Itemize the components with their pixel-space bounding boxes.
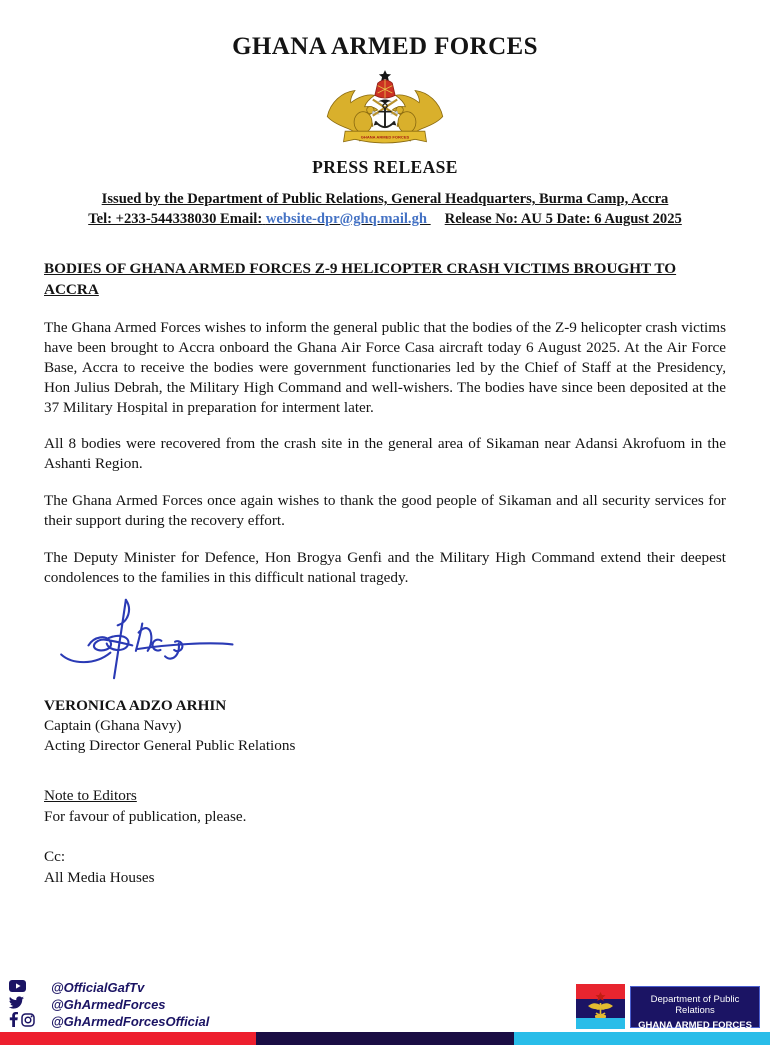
band-cyan-segment [514,1032,770,1045]
band-red-segment [0,1032,256,1045]
cc-label: Cc: [44,848,66,866]
twitter-icon [9,996,24,1012]
document-page [0,33,770,889]
note-label: Note to Editors [44,787,137,805]
signatory-name: VERONICA ADZO ARHIN [44,696,227,714]
org-title: GHANA ARMED FORCES [232,33,538,60]
signatory-rank: Captain (Ghana Navy) [44,716,182,734]
social-row-facebook-instagram[interactable] [9,1013,209,1029]
note-to-editors [44,786,726,827]
paragraph-3: The Ghana Armed Forces once again wishes to thank the good people of Sikaman and all security services for their support during the recovery effort. [44,492,726,530]
signatory-title: Acting Director General Public Relations [44,737,296,755]
signatory-block [44,696,726,756]
footer [0,975,770,1045]
paragraph-1: The Ghana Armed Forces wishes to inform the general public that the bodies of the Z-9 helicopter crash victims have been brought to Accra onboard the Ghana Air Force Casa aircraft today 6 August 2025. At the Air Force Base, Accra to receive the bodies were government functionaries led by the Chief of Staff at the Presidency, Hon Julius Debrah, the Military High Command and well-wishers. The bodies have since been deposited at the 37 Military Hospital in preparation for interment later. [44,318,726,416]
social-handles [9,978,209,1029]
handwritten-signature [50,598,726,680]
issued-line: Issued by the Department of Public Relations, General Headquarters, Burma Camp, Accra [101,191,669,207]
gaf-flag-logo [576,984,625,1029]
social-row-twitter[interactable] [9,996,209,1012]
paragraph-4: The Deputy Minister for Defence, Hon Brogya Genfi and the Military High Command extend their deepest condolences to the families in this difficult national tragedy. [44,549,726,586]
document-heading: BODIES OF GHANA ARMED FORCES Z-9 HELICOPTER CRASH VICTIMS BROUGHT TO ACCRA [44,260,677,298]
press-release-label: PRESS RELEASE [312,157,458,177]
footer-color-band [0,1032,770,1045]
crest-banner-text: GHANA ARMED FORCES [360,134,410,140]
band-navy-segment [256,1032,513,1045]
gaf-crest [44,64,726,152]
release-info: Release No: AU 5 Date: 6 August 2025 [444,211,682,227]
contact-line [44,211,726,228]
paragraph-2: All 8 bodies were recovered from the crash site in the general area of Sikaman near Adansi Akrofuom in the Ashanti Region. [44,435,726,473]
youtube-icon [9,980,26,995]
dpr-badge [630,986,760,1031]
instagram-icon [21,1013,35,1030]
dpr-line1: Department of Public Relations [650,993,740,1016]
gaf-crest-image [324,64,446,152]
twitter-handle: @GhArmedForces [51,996,166,1012]
press-release-document [0,33,770,1045]
footer-branding [576,984,760,1029]
dpr-line2: GHANA ARMED FORCES [638,1019,752,1031]
social-row-youtube[interactable] [9,979,209,995]
cc-block [44,846,726,889]
facebook-icon [9,1012,18,1030]
tel-email-label: Tel: +233-544338030 Email: [88,211,263,227]
note-text: For favour of publication, please. [44,807,247,825]
facebook-instagram-handle: @GhArmedForcesOfficial [51,1013,210,1029]
youtube-handle: @OfficialGafTv [51,979,145,995]
cc-text: All Media Houses [44,869,155,887]
email-link[interactable]: website-dpr@ghq.mail.gh [265,211,427,227]
